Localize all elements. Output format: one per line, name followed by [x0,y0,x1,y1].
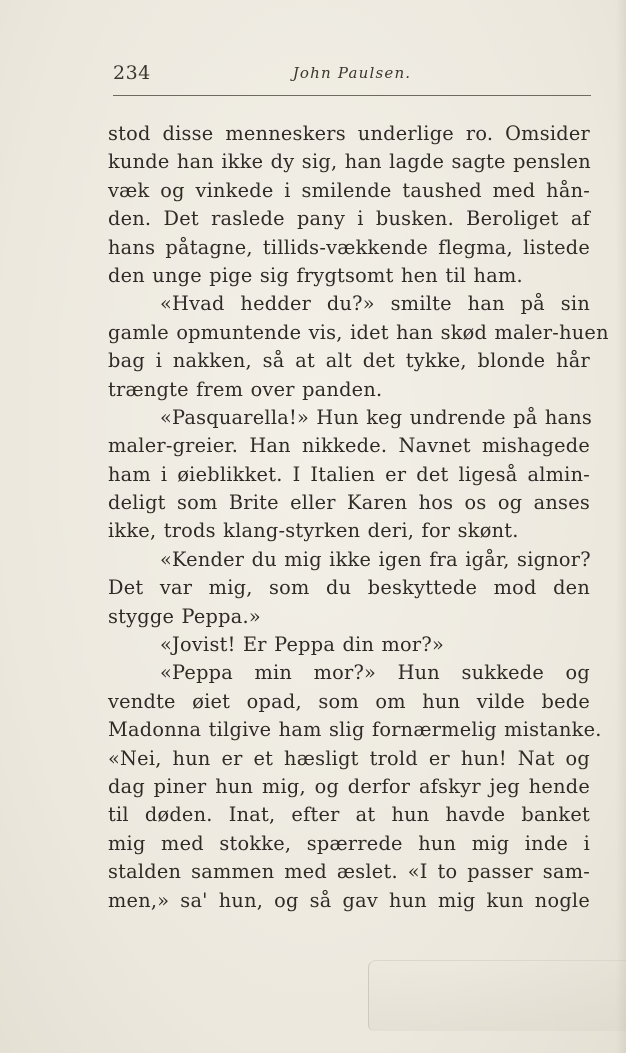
text-line: mig med stokke, spærrede hun mig inde i [108,831,590,855]
text-line: deligt som Brite eller Karen hos os og anses [108,491,590,515]
text-line: men,» sa' hun, og så gav hun mig kun nogle [108,888,590,912]
text-line: maler-greier. Han nikkede. Navnet mishagede [108,434,590,458]
text-line: trængte frem over panden. [108,377,383,401]
text-line: væk og vinkede i smilende taushed med hån- [108,178,590,202]
text-line: kunde han ikke dy sig, han lagde sagte penslen [108,150,591,174]
text-line: «Jovist! Er Peppa din mor?» [160,633,445,657]
text-line: til døden. Inat, efter at hun havde banket [108,803,590,827]
header-rule [113,95,591,96]
text-line: «Nei, hun er et hæsligt trold er hun! Nat og [108,746,590,770]
text-line: ikke, trods klang-styrken deri, for skønt. [108,519,519,543]
page-edge-shadow [616,0,626,1053]
text-line: hans påtagne, tillids-vækkende flegma, listede [108,235,590,259]
text-line: «Hvad hedder du?» smilte han på sin [160,292,590,316]
page-fold-shadow [368,960,626,1031]
text-line: stygge Peppa.» [108,604,261,628]
text-line: vendte øiet opad, som om hun vilde bede [108,689,590,713]
text-line: «Pasquarella!» Hun keg undrende på hans [160,405,593,429]
text-line: ham i øieblikket. I Italien er det ligeså almin- [108,462,590,486]
running-head: John Paulsen. [292,64,412,82]
text-line: stalden sammen med æslet. «I to passer sam- [108,860,590,884]
text-line: dag piner hun mig, og derfor afskyr jeg hende [108,774,590,798]
text-line: Det var mig, som du beskyttede mod den [108,576,590,600]
body-text [108,120,609,915]
text-line: den unge pige sig frygtsomt hen til ham. [108,263,523,287]
page-number: 234 [113,62,151,84]
text-line: «Peppa min mor?» Hun sukkede og [160,661,590,685]
page-header [113,60,591,92]
text-line: Madonna tilgive ham slig fornærmelig mistanke. [108,718,602,742]
text-line: stod disse menneskers underlige ro. Omsider [108,122,590,145]
text-line: gamle opmuntende vis, idet han skød maler-huen [108,320,609,344]
text-line: den. Det raslede pany i busken. Beroliget af [108,207,590,231]
text-line: bag i nakken, så at alt det tykke, blonde hår [108,349,590,373]
text-line: «Kender du mig ikke igen fra igår, signor? [160,547,591,571]
